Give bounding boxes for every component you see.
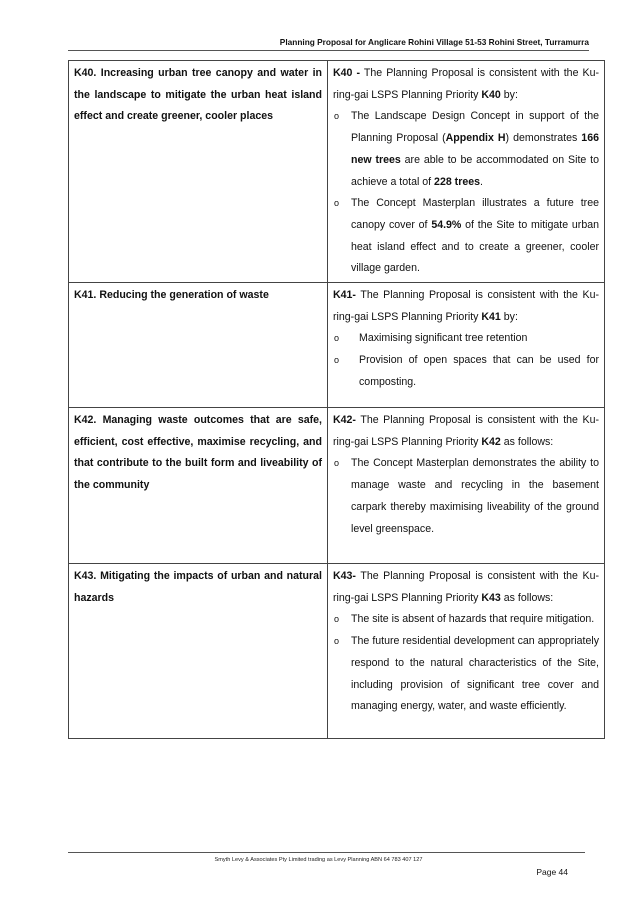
priority-k42-title: K42. Managing waste outcomes that are safe, efficient, cost effective, maximise recycling, and that contribute to the built form and liveability of the community [69,408,328,564]
bullet-icon: o [334,355,340,366]
bullet-icon: o [334,458,340,469]
priority-k40-title: K40. Increasing urban tree canopy and water in the landscape to mitigate the urban heat island effect and create greener, cooler places [69,61,328,283]
list-item: o The site is absent of hazards that require mitigation. [333,609,599,631]
list-item: o The future residential development can appropriately respond to the natural characteristics of the Site, including provision of significant tree cover and managing energy, water, and waste efficiently. [333,631,599,718]
response-intro: K42- The Planning Proposal is consistent with the Ku-ring-gai LSPS Planning Priority K42 as follows: [333,414,599,448]
table-row [69,61,605,283]
response-intro: K41- The Planning Proposal is consistent with the Ku-ring-gai LSPS Planning Priority K41 by: [333,289,599,323]
page-number: Page 44 [536,867,568,877]
table-row [69,283,605,408]
priority-k41-response [328,283,605,408]
table-row [69,564,605,739]
list-item: o The Concept Masterplan demonstrates the ability to manage waste and recycling in the basement carpark thereby maximising liveability of the ground level greenspace. [333,453,599,540]
bullet-icon: o [334,333,340,344]
response-intro: K40 - The Planning Proposal is consistent with the Ku-ring-gai LSPS Planning Priority K40 by: [333,67,599,101]
bullet-icon: o [334,636,340,647]
response-list [333,453,599,540]
bullet-icon: o [334,614,340,625]
response-list [333,609,599,718]
header-divider [68,50,589,51]
response-list [333,106,599,280]
priority-k40-response [328,61,605,283]
response-intro: K43- The Planning Proposal is consistent with the Ku-ring-gai LSPS Planning Priority K43 as follows: [333,570,599,604]
footer-company: Smyth Levy & Associates Pty Limited trading as Levy Planning ABN 64 783 407 127 [214,857,423,863]
page-header: Planning Proposal for Anglicare Rohini Village 51-53 Rohini Street, Turramurra [279,37,589,47]
priority-k42-response [328,408,605,564]
bullet-icon: o [334,198,340,209]
list-item: o Provision of open spaces that can be used for composting. [333,350,599,393]
priority-k43-response [328,564,605,739]
table-row [69,408,605,564]
list-item: o The Landscape Design Concept in support of the Planning Proposal (Appendix H) demonstrates 166 new trees are able to be accommodated on Site to achieve a total of 228 trees. [333,106,599,193]
priority-k43-title: K43. Mitigating the impacts of urban and natural hazards [69,564,328,739]
footer-divider [68,852,585,853]
priority-table [68,60,605,739]
response-list [333,328,599,393]
list-item: o The Concept Masterplan illustrates a future tree canopy cover of 54.9% of the Site to mitigate urban heat island effect and to create a greener, cooler village garden. [333,193,599,280]
list-item: o Maximising significant tree retention [333,328,599,350]
bullet-icon: o [334,111,340,122]
priority-k41-title: K41. Reducing the generation of waste [69,283,328,408]
